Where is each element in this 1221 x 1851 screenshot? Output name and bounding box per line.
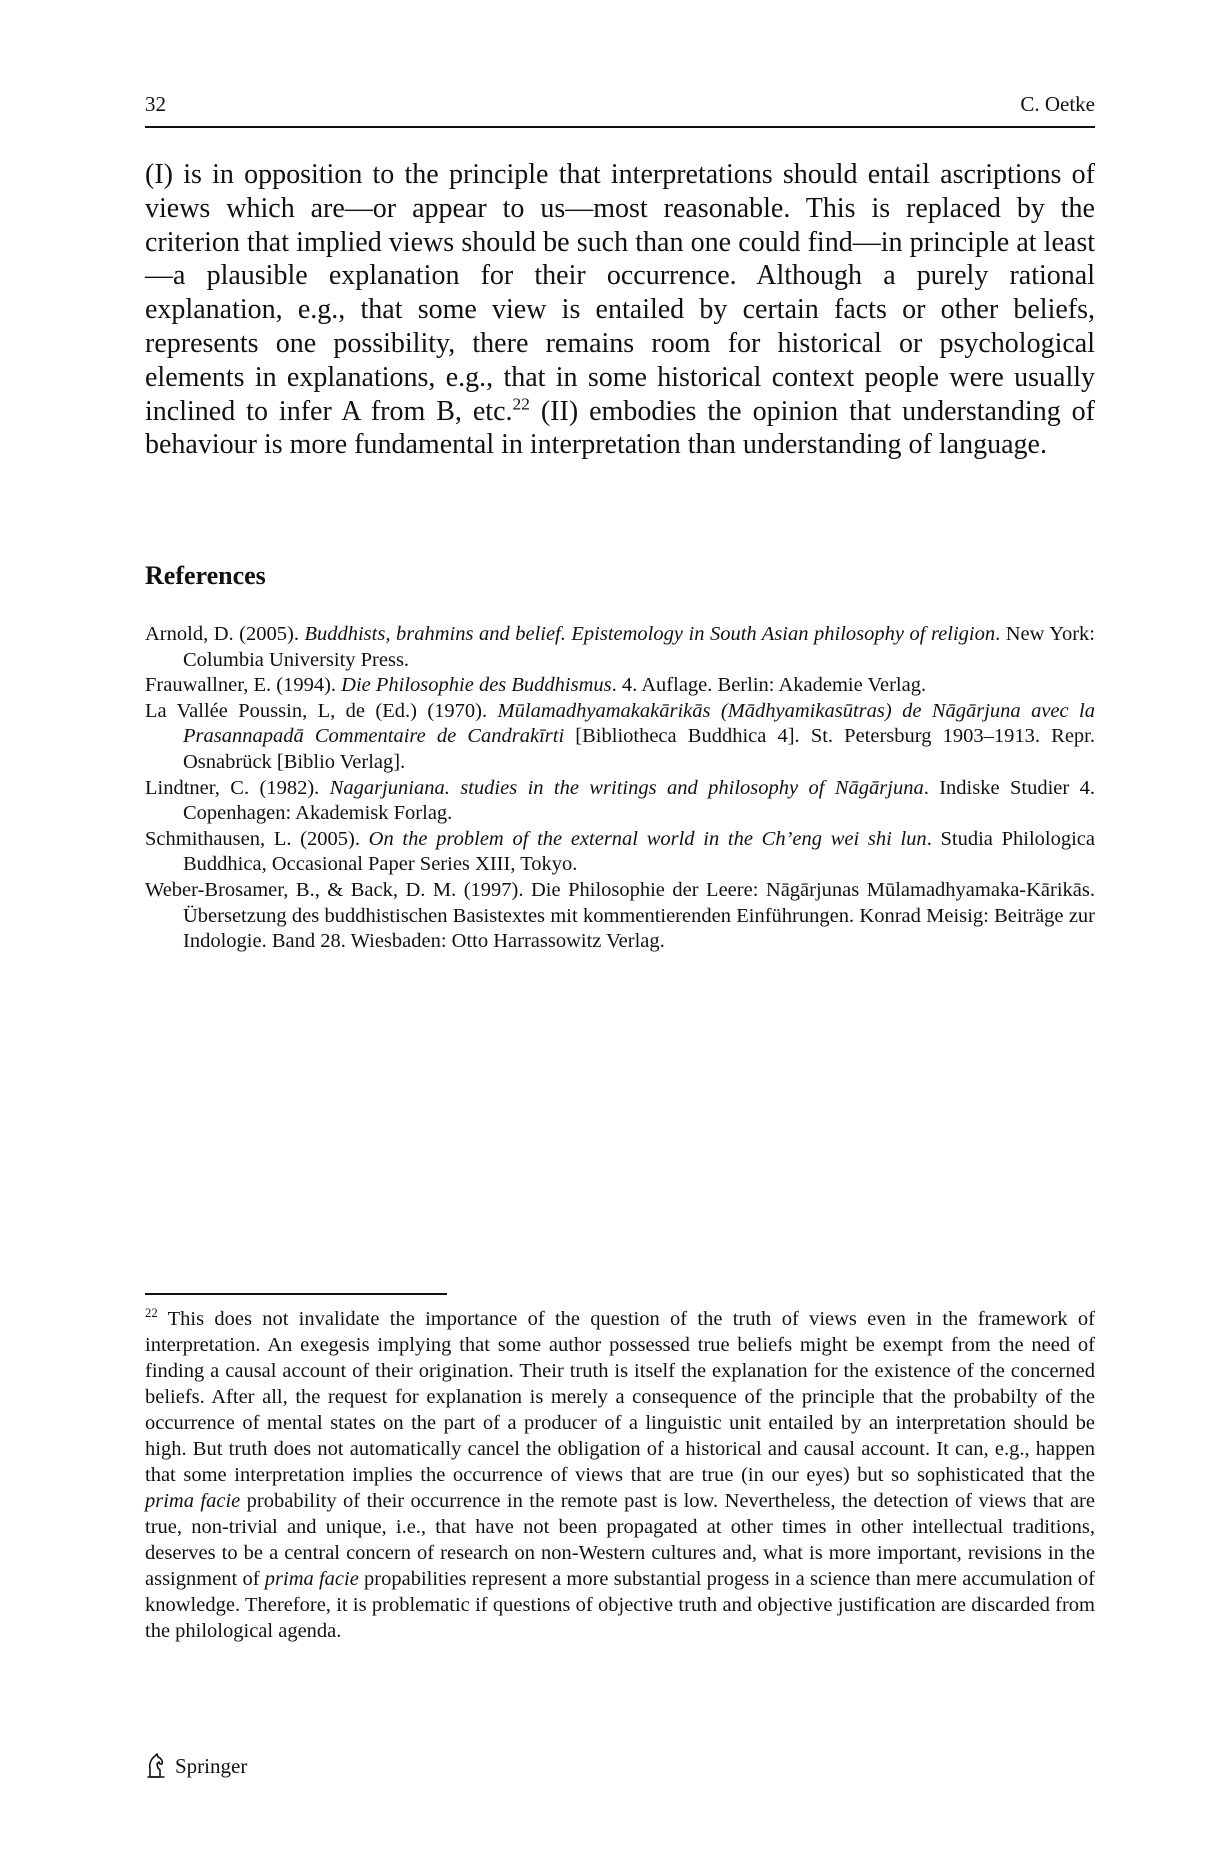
reference-authors: Frauwallner, E. (1994). (145, 674, 342, 697)
reference-publication: . Studia Philologica Buddhica, Occasional Paper Series XIII, Tokyo. (183, 827, 1095, 876)
references-heading: References (145, 561, 266, 590)
reference-publication: [Bibliotheca Buddhica 4]. St. Petersburg 1903–1913. Repr. Osnabrück [Biblio Verlag]. (183, 725, 1095, 773)
reference-title: Buddhists, brahmins and belief. Epistemology in South Asian philosophy of religion (304, 623, 996, 645)
publisher-imprint (145, 1753, 247, 1779)
footnote-rule (145, 1293, 447, 1295)
reference-authors: Lindtner, C. (1982). (145, 776, 330, 799)
reference-item (145, 699, 1095, 776)
page-number: 32 (145, 92, 166, 116)
footnote-reference-22[interactable]: 22 (512, 394, 530, 414)
header-rule (145, 126, 1095, 128)
reference-item (145, 673, 1095, 699)
reference-title: On the problem of the external world in the Ch’eng wei shi lun (368, 827, 927, 850)
reference-item (145, 776, 1095, 827)
reference-authors: Arnold, D. (2005). (145, 623, 305, 645)
reference-publication: . 4. Auflage. Berlin: Akademie Verlag. (611, 674, 927, 697)
reference-authors: Schmithausen, L. (2005). (145, 827, 369, 850)
footnote-text-2: probability of their occurrence in the remote past is low. Nevertheless, the detection of views that are true, non-trivial and unique, i.e., that have not been propagated at other times in other intellectual traditions, deserves to be a central concern of research on non-Western cultures and, what is more important, revisions in the assignment of (145, 1490, 1095, 1590)
reference-authors: Weber-Brosamer, B., & Back, D. M. (1997). Die Philosophie der Leere: Nāgārjunas Mūlamadhyamaka-Kārikās. Übersetzung des buddhistischen Basistextes mit kommentierenden Einführungen. Konrad Meisig: Beiträge zur Indologie. Band 28. Wiesbaden: Otto Harrassowitz Verlag. (145, 878, 1095, 953)
footnote-22 (145, 1306, 1095, 1644)
reference-title: Mūlamadhyamakakārikās (Mādhyamikasūtras) de Nāgārjuna avec la Prasannapadā Commentaire de Candrakīrti (183, 699, 1095, 748)
footnote-italic-1: prima facie (145, 1490, 241, 1512)
running-head-author: C. Oetke (1020, 92, 1095, 116)
reference-item (145, 878, 1095, 955)
publisher-name: Springer (175, 1753, 248, 1778)
footnote-text-1: This does not invalidate the importance of the question of the truth of views even in the framework of interpretation. An exegesis implying that some author possessed true beliefs might be exempt from the need of finding a causal account of their origination. Their truth is itself the explanation for the existence of the concerned beliefs. After all, the request for explanation is merely a consequence of the principle that the probabilty of the occurrence of mental states on the part of a producer of a linguistic unit entailed by an interpretation should be high. But truth does not automatically cancel the obligation of a historical and causal account. It can, e.g., happen that some interpretation implies the occurrence of views that are true (in our eyes) but so sophisticated that the (145, 1308, 1095, 1486)
reference-item (145, 622, 1095, 673)
body-paragraph (145, 158, 1095, 462)
springer-horse-icon (145, 1753, 167, 1779)
reference-item (145, 827, 1095, 878)
body-text-part-1: (I) is in opposition to the principle that interpretations should entail ascriptions of views which are—or appear to us—most reasonable. This is replaced by the criterion that implied views should be such than one could find—in principle at least—a plausible explanation for their occurrence. Although a purely rational explanation, e.g., that some view is entailed by certain facts or other beliefs, represents one possibility, there remains room for historical or psychological elements in explanations, e.g., that in some historical context people were usually inclined to infer A from B, etc. (145, 159, 1095, 427)
reference-title: Nagarjuniana. studies in the writings and philosophy of Nāgārjuna (329, 776, 924, 799)
reference-authors: La Vallée Poussin, L, de (Ed.) (1970). (145, 699, 498, 722)
reference-title: Die Philosophie des Buddhismus (341, 674, 612, 697)
reference-publication: . New York: Columbia University Press. (183, 623, 1095, 671)
running-header (145, 92, 1095, 122)
footnote-number: 22 (145, 1306, 158, 1321)
reference-list (145, 622, 1095, 955)
footnote-text-3: propabilities represent a more substantial progess in a science than mere accumulation of knowledge. Therefore, it is problematic if questions of objective truth and objective justification are discarded from the philological agenda. (145, 1568, 1095, 1642)
body-text-part-2: (II) embodies the opinion that understanding of behaviour is more fundamental in interpretation than understanding of language. (145, 395, 1095, 461)
reference-publication: . Indiske Studier 4. Copenhagen: Akademisk Forlag. (183, 776, 1095, 825)
footnote-italic-2: prima facie (264, 1568, 359, 1590)
